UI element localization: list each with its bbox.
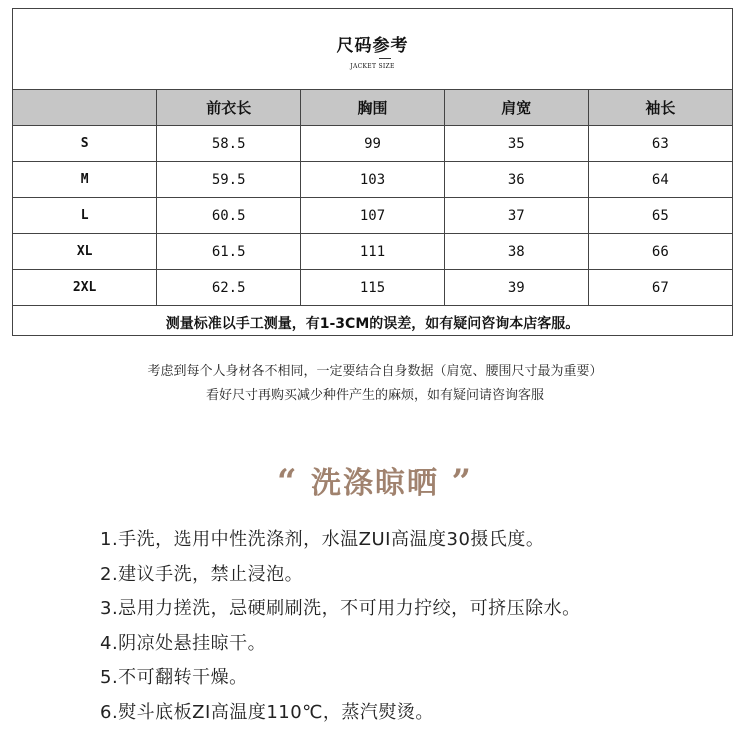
sleeve-cell: 67 [588, 270, 732, 306]
fit-tip-line: 看好尺寸再购买减少种件产生的麻烦，如有疑问请咨询客服 [205, 388, 544, 403]
length-cell: 59.5 [157, 162, 301, 198]
shoulder-cell: 37 [444, 198, 588, 234]
wash-care-heading [0, 458, 750, 502]
chest-cell: 115 [301, 270, 445, 306]
list-item: 6.熨斗底板ZI高温度110℃，蒸汽熨烫。 [100, 701, 434, 723]
table-note-row [13, 306, 732, 340]
size-table [13, 90, 732, 339]
column-header: 前衣长 [157, 90, 301, 126]
list-item: 1.手洗，选用中性洗涤剂，水温ZUI高温度30摄氏度。 [100, 529, 545, 550]
wash-care-list [100, 523, 581, 730]
list-item: 2.建议手洗，禁止浸泡。 [100, 563, 304, 585]
table-row [13, 126, 732, 162]
close-quote: ” [451, 462, 474, 502]
sleeve-cell: 63 [588, 126, 732, 162]
size-chart-subtitle: JACKET SIZE [350, 63, 395, 70]
shoulder-cell: 38 [444, 234, 588, 270]
size-label: M [13, 162, 157, 198]
sleeve-cell: 64 [588, 162, 732, 198]
table-row [13, 234, 732, 270]
list-item: 3.忌用力搓洗，忌硬刷刷洗，不可用力拧绞，可挤压除水。 [100, 598, 581, 619]
measurement-note: 测量标准以手工测量，有1-3CM的误差，如有疑问咨询本店客服。 [13, 306, 732, 340]
size-chart-header [13, 9, 732, 90]
chest-cell: 111 [301, 234, 445, 270]
table-row [13, 162, 732, 198]
table-row [13, 270, 732, 306]
list-item: 4.阴凉处悬挂晾干。 [100, 632, 267, 654]
sleeve-cell: 66 [588, 234, 732, 270]
size-label: L [13, 198, 157, 234]
size-label: S [13, 126, 157, 162]
shoulder-cell: 36 [444, 162, 588, 198]
column-header [13, 90, 157, 126]
list-item: 5.不可翻转干燥。 [100, 667, 248, 688]
column-header: 肩宽 [444, 90, 588, 126]
column-header: 胸围 [301, 90, 445, 126]
open-quote: “ [276, 462, 299, 502]
size-label: XL [13, 234, 157, 270]
length-cell: 60.5 [157, 198, 301, 234]
shoulder-cell: 39 [444, 270, 588, 306]
title-divider [379, 58, 391, 59]
chest-cell: 107 [301, 198, 445, 234]
fit-tip-line: 考虑到每个人身材各不相同，一定要结合自身数据（肩宽、腰围尺寸最为重要） [147, 364, 603, 379]
column-header: 袖长 [588, 90, 732, 126]
size-label: 2XL [13, 270, 157, 306]
shoulder-cell: 35 [444, 126, 588, 162]
length-cell: 61.5 [157, 234, 301, 270]
fit-tips [0, 360, 750, 408]
chest-cell: 99 [301, 126, 445, 162]
table-header-row [13, 90, 732, 126]
size-chart-title: 尺码参考 [336, 36, 409, 56]
table-row [13, 198, 732, 234]
size-chart [12, 8, 733, 336]
wash-care-title: 洗涤晾晒 [311, 466, 439, 501]
chest-cell: 103 [301, 162, 445, 198]
length-cell: 58.5 [157, 126, 301, 162]
sleeve-cell: 65 [588, 198, 732, 234]
length-cell: 62.5 [157, 270, 301, 306]
